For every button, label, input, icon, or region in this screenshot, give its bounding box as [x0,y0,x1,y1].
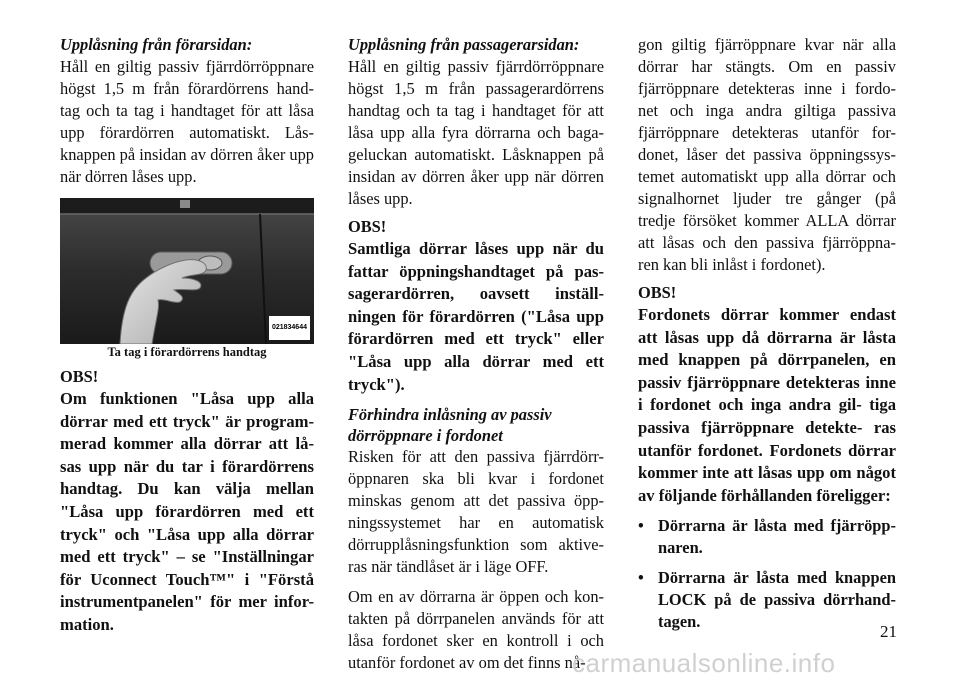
column-3 [638,34,896,633]
driver-unlock-paragraph: Håll en giltig passiv fjärrdörröppnare högst 1,5 m från förardörrens hand- tag och ta tag i handtaget för att låsa upp förardörren automatiskt. Lås- knappen på insidan av dörren åker upp när dörren låses upp. [60,57,314,186]
passenger-unlock-paragraph: Håll en giltig passiv fjärrdörröppnare högst 1,5 m från passagerardörrens handtag och ta tag i handtaget för att låsa upp alla fyra dörrarna och baga- geluckan automatiskt. Låsknappen på insidan av dörren åker upp när dörren låses upp. [348,57,604,208]
figure-caption: Ta tag i förardörrens handtag [107,345,267,359]
column-2 [348,34,604,674]
prevent-lockin-paragraph: Risken för att den passiva fjärrdörr- öppnaren ska bli kvar i fordonet minskas genom att det passiva öpp- ningssystemet har en automatisk dörrupplåsningsfunktion som aktive- ras när tändlåset är i läge OFF. [348,447,604,577]
note-label: OBS! [60,367,99,386]
section-heading-passenger-unlock: Upplåsning från passagerarsidan: [348,35,580,54]
lockin-continued-paragraph: gon giltig fjärröppnare kvar när alla dörrar har stängts. Om en passiv fjärröppnare detekteras inne i fordo- net och inga andra giltiga passiva fjärröppnare detekteras utanför for- donet, låser det passiva öppningssys- temet automatiskt upp alla dörrar och signalhornet ljuder tre gånger (på tredje försöket kommer ALLA dörrar att låsas och den passiva fjärröppna- ren kan bli inlåst i fordonet). [638,35,896,274]
section-heading-driver-unlock: Upplåsning från förarsidan: [60,35,253,54]
list-item: • Dörrarna är låsta med fjärröpp- naren. [638,516,896,558]
door-handle-figure [60,198,314,344]
list-item: • Dörrarna är låsta med knappen LOCK på de passiva dörrhand- tagen. [638,568,896,632]
page-number: 21 [880,622,897,641]
note-label: OBS! [348,217,387,236]
watermark: carmanualsonline.info [572,648,836,678]
note-text-passenger: Samtliga dörrar låses upp när du fattar öppningshandtaget på pas- sagerardörren, oavsett inställ- ningen för förardörren ("Låsa upp förardörren med ett tryck" eller "Låsa upp alla dörrar med ett tryck"). [348,239,604,394]
column-1 [60,34,314,637]
note-text-unlock-all: Om funktionen "Låsa upp alla dörrar med ett tryck" är program- merad kommer alla dörrar att lå- sas upp när du tar i förardörrens handtag. Du kan välja mellan "Låsa upp förardörren med ett tryck" och "Låsa upp alla dörrar med ett tryck" – se "Inställningar för Uconnect Touch™" i "Förstå instrumentpanelen" för mer infor- mation. [60,389,314,634]
note-label: OBS! [638,283,677,302]
bullet-icon: • [638,568,644,588]
section-heading-prevent-lockin: Förhindra inlåsning av passiv dörröppnare i fordonet [348,405,552,446]
bullet-icon: • [638,516,644,536]
door-open-check-paragraph: Om en av dörrarna är öppen och kon- takten på dörrpanelen används för att låsa fordonet sker en kontroll i och utanför fordonet av om det finns nå- [348,587,604,673]
note-text-conditions: Fordonets dörrar kommer endast att låsas upp då dörrarna är låsta med knappen på dörrpanelen, en passiv fjärröppnare detekteras inne i fordonet och inga andra gil- tiga passiva fjärröppnare detekte- ras utanför fordonet. Fordonets dörrar kommer inte att låsas upp om något av följande förhållanden föreligger: [638,305,896,505]
figure-code: 021834644 [269,316,310,340]
